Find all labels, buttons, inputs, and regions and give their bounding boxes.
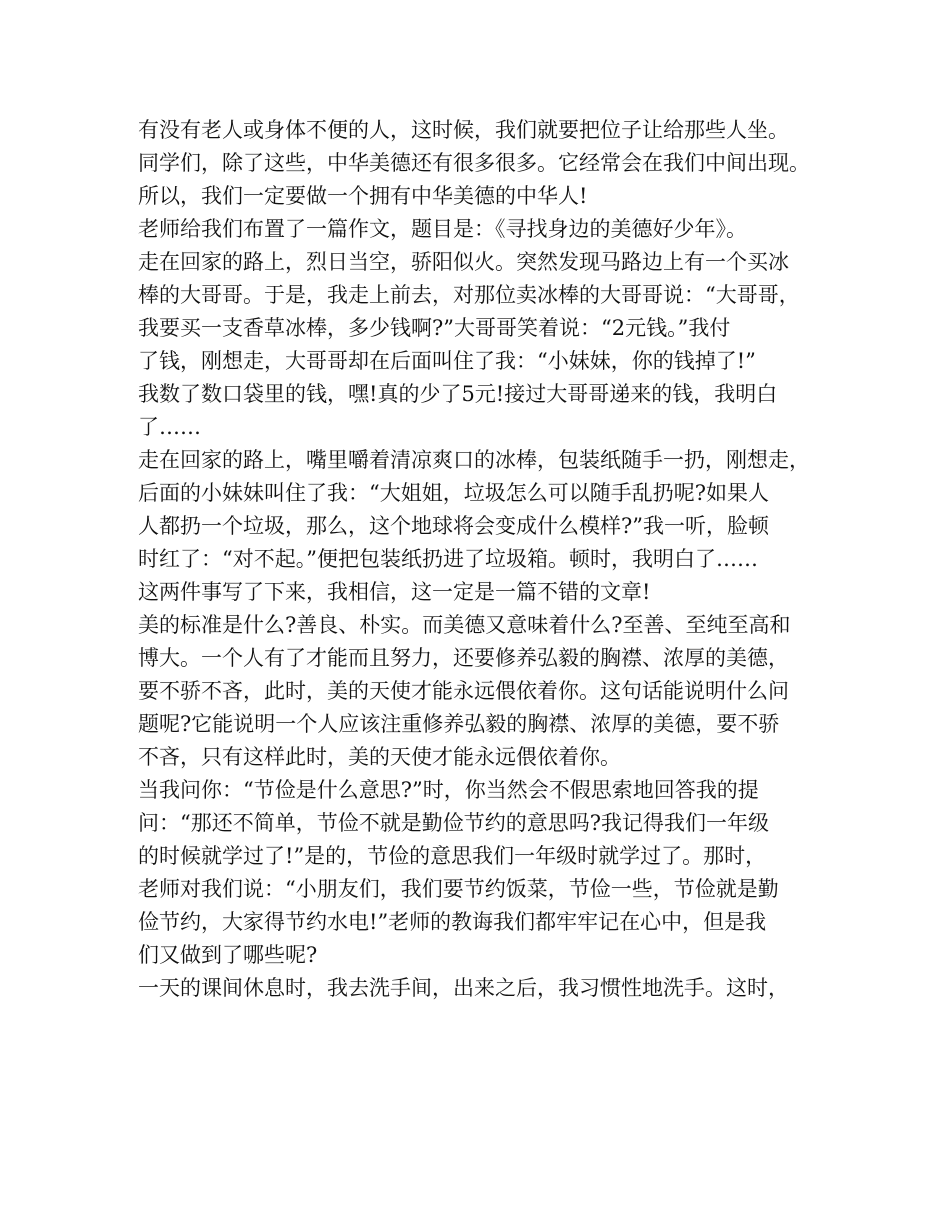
- text-line: 我要买一支香草冰棒，多少钱啊?”大哥哥笑着说：“2元钱。”我付: [138, 316, 731, 340]
- text-line: 后面的小妹妹叫住了我：“大姐姐，垃圾怎么可以随手乱扔呢?如果人: [138, 481, 769, 505]
- text-line: 所以，我们一定要做一个拥有中华美德的中华人!: [138, 184, 588, 208]
- document-body: [138, 114, 838, 1005]
- text-line: 时红了：“对不起。”便把包装纸扔进了垃圾箱。顿时，我明白了……: [138, 547, 758, 571]
- text-line: 棒的大哥哥。于是，我走上前去，对那位卖冰棒的大哥哥说：“大哥哥，: [138, 283, 800, 307]
- text-line: 同学们，除了这些，中华美德还有很多很多。它经常会在我们中间出现。: [138, 151, 810, 175]
- text-line: 了……: [138, 415, 201, 439]
- text-line: 老师对我们说：“小朋友们，我们要节约饭菜，节俭一些，节俭就是勤: [138, 877, 779, 901]
- text-line: 走在回家的路上，嘴里嚼着清凉爽口的冰棒，包装纸随手一扔，刚想走，: [138, 448, 810, 472]
- text-line: 有没有老人或身体不便的人，这时候，我们就要把位子让给那些人坐。: [138, 118, 789, 142]
- text-line: 美的标准是什么?善良、朴实。而美德又意味着什么?至善、至纯至高和: [138, 613, 791, 637]
- text-line: 人都扔一个垃圾，那么，这个地球将会变成什么模样?”我一听，脸顿: [138, 514, 769, 538]
- text-line: 一天的课间休息时，我去洗手间，出来之后，我习惯性地洗手。这时，: [138, 976, 789, 1000]
- text-line: 走在回家的路上，烈日当空，骄阳似火。突然发现马路边上有一个买冰: [138, 250, 789, 274]
- text-line: 了钱，刚想走，大哥哥却在后面叫住了我：“小妹妹，你的钱掉了!”: [138, 349, 756, 373]
- text-line: 要不骄不吝，此时，美的天使才能永远偎依着你。这句话能说明什么问: [138, 679, 789, 703]
- text-line: 博大。一个人有了才能而且努力，还要修养弘毅的胸襟、浓厚的美德，: [138, 646, 789, 670]
- text-line: 俭节约，大家得节约水电!”老师的教诲我们都牢牢记在心中，但是我: [138, 910, 767, 934]
- text-line: 我数了数口袋里的钱，嘿!真的少了5元!接过大哥哥递来的钱，我明白: [138, 382, 778, 406]
- text-line: 们又做到了哪些呢?: [138, 943, 318, 967]
- text-line: 的时候就学过了!”是的，节俭的意思我们一年级时就学过了。那时，: [138, 844, 767, 868]
- text-line: 题呢?它能说明一个人应该注重修养弘毅的胸襟、浓厚的美德，要不骄: [138, 712, 780, 736]
- text-line: 不吝，只有这样此时，美的天使才能永远偎依着你。: [138, 745, 621, 769]
- text-line: 当我问你：“节俭是什么意思?”时，你当然会不假思索地回答我的提: [138, 778, 759, 802]
- text-line: 问：“那还不简单，节俭不就是勤俭节约的意思吗?我记得我们一年级: [138, 811, 769, 835]
- text-line: 这两件事写了下来，我相信，这一定是一篇不错的文章!: [138, 580, 651, 604]
- text-line: 老师给我们布置了一篇作文，题目是：《寻找身边的美德好少年》。: [138, 217, 747, 241]
